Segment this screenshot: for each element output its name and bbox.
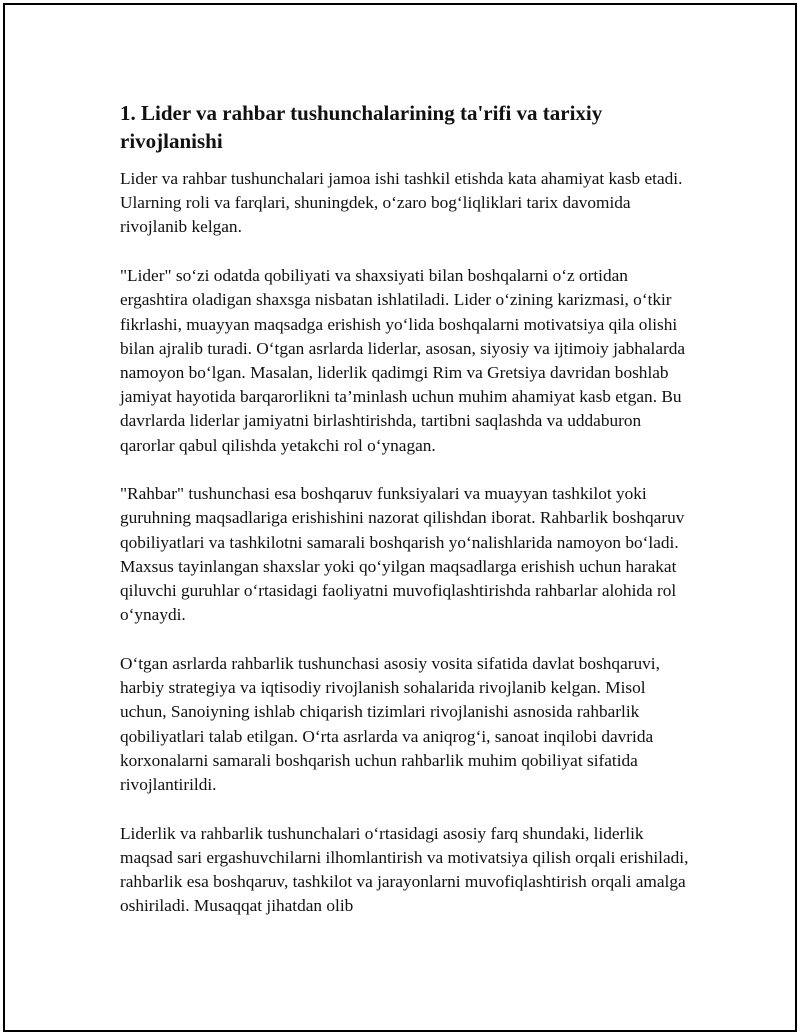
document-body <box>120 99 695 943</box>
paragraph-2: "Lider" so‘zi odatda qobiliyati va shaxsiyati bilan boshqalarni o‘z ortidan ergashtira oladigan shaxsga nisbatan ishlatiladi. Lider o‘zining karizmasi, o‘tkir fikrlashi, muayyan maqsadga erishish yo‘lida boshqalarni motivatsiya qila olishi bilan ajralib turadi. O‘tgan asrlarda liderlar, asosan, siyosiy va ijtimoiy jabhalarda namoyon bo‘lgan. Masalan, liderlik qadimgi Rim va Gretsiya davridan boshlab jamiyat hayotida barqarorlikni ta’minlash uchun muhim ahamiyat kasb etgan. Bu davrlarda liderlar jamiyatni birlashtirishda, tartibni saqlashda va uddaburon qarorlar qabul qilishda yetakchi rol o‘ynagan. <box>120 266 686 455</box>
paragraph-4: O‘tgan asrlarda rahbarlik tushunchasi asosiy vosita sifatida davlat boshqaruvi, harbiy strategiya va iqtisodiy rivojlanish sohalarida rivojlanib kelgan. Misol uchun, Sanoiyning ishlab chiqarish tizimlari rivojlanishi asnosida rahbarlik qobiliyatlari talab etilgan. O‘rta asrlarda va aniqrog‘i, sanoat inqilobi davrida korxonalarni samarali boshqarish uchun rahbarlik muhim qobiliyat sifatida rivojlantirildi. <box>120 653 660 794</box>
paragraph-1: Lider va rahbar tushunchalari jamoa ishi tashkil etishda kata ahamiyat kasb etadi. Ularning roli va farqlari, shuningdek, o‘zaro bog‘liqliklari tarix davomida rivojlanib kelgan. <box>120 169 683 237</box>
paragraph-3: "Rahbar" tushunchasi esa boshqaruv funksiyalari va muayyan tashkilot yoki guruhning maqsadlariga erishishini nazorat qilishdan iborat. Rahbarlik boshqaruv qobiliyatlari va tashkilotni samarali boshqarish yo‘nalishlarida namoyon bo‘ladi. Maxsus tayinlangan shaxslar yoki qo‘yilgan maqsadlarga erishish uchun harakat qiluvchi guruhlar o‘rtasidagi faoliyatni muvofiqlashtirishda rahbarlar alohida rol o‘ynaydi. <box>120 484 685 625</box>
page-frame <box>3 3 797 1032</box>
section-title: 1. Lider va rahbar tushunchalarining ta'rifi va tarixiy rivojlanishi <box>120 101 603 153</box>
paragraph-5: Liderlik va rahbarlik tushunchalari o‘rtasidagi asosiy farq shundaki, liderlik maqsad sari ergashuvchilarni ilhomlantirish va motivatsiya qilish orqali erishiladi, rahbarlik esa boshqaruv, tashkilot va jarayonlarni muvofiqlashtirish orqali amalga oshiriladi. Musaqqat jihatdan olib <box>120 823 689 916</box>
